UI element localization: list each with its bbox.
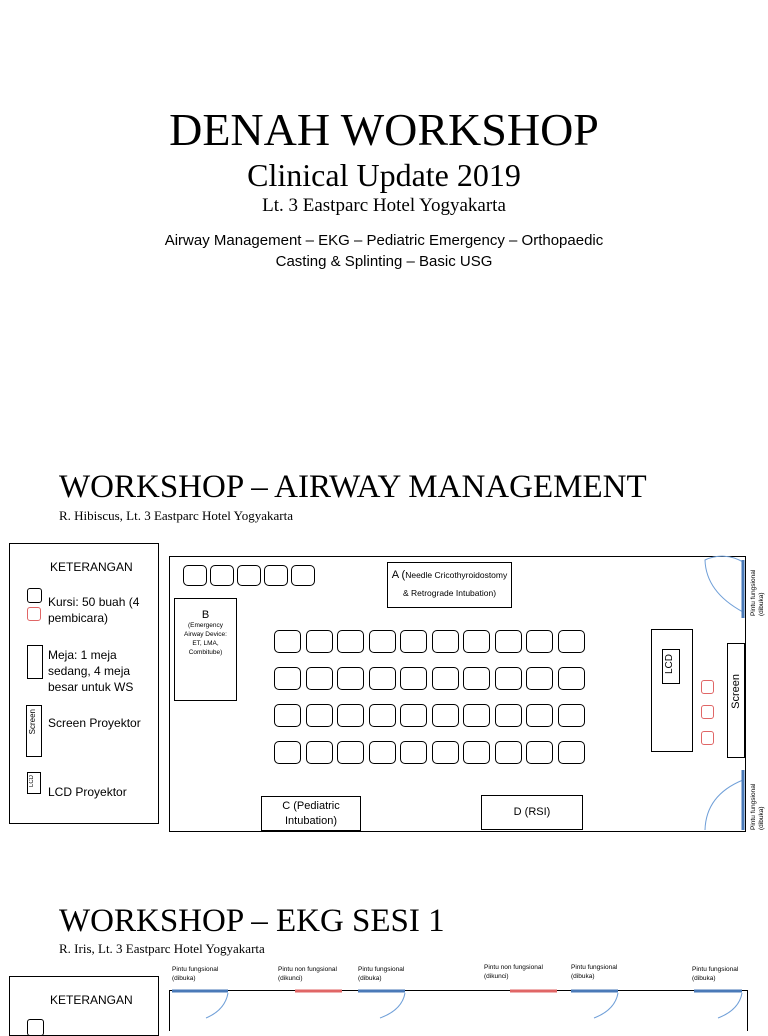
door-label: Pintu fungsional (dibuka) bbox=[358, 966, 405, 982]
door-label: Pintu fungsional (dibuka) bbox=[571, 964, 618, 980]
door-label-bottom: Pintu fungsional (dibuka) bbox=[750, 783, 765, 830]
legend-lcd-icon: LCD bbox=[27, 772, 41, 794]
legend-heading-ekg: KETERANGAN bbox=[50, 993, 133, 1007]
section-title-ekg: WORKSHOP – EKG SESI 1 bbox=[59, 903, 445, 939]
station-a-letter: A ( bbox=[391, 569, 406, 581]
station-c-table: C (Pediatric Intubation) bbox=[261, 796, 361, 831]
station-d-table: D (RSI) bbox=[481, 795, 583, 830]
topics-line-1: Airway Management – EKG – Pediatric Emergency – Orthopaedic bbox=[164, 232, 604, 249]
station-b-name: (Emergency Airway Device: ET, LMA, Combitube) bbox=[184, 622, 227, 656]
legend-screen-text: Screen Proyektor bbox=[48, 716, 141, 730]
legend-kursi-text: Kursi: 50 buah (4 pembicara) bbox=[48, 595, 140, 625]
projector-screen: Screen bbox=[727, 643, 745, 758]
legend-screen-icon: Screen bbox=[26, 705, 42, 757]
station-b-letter: B bbox=[201, 609, 210, 621]
legend-meja-text: Meja: 1 meja sedang, 4 meja besar untuk WS bbox=[48, 648, 134, 694]
section-room-ekg: R. Iris, Lt. 3 Eastparc Hotel Yogyakarta bbox=[59, 941, 265, 956]
door-label-top: Pintu fungsional (dibuka) bbox=[750, 569, 765, 616]
section-room-airway: R. Hibiscus, Lt. 3 Eastparc Hotel Yogyakarta bbox=[59, 508, 293, 523]
venue-text: Lt. 3 Eastparc Hotel Yogyakarta bbox=[262, 195, 506, 216]
door-label: Pintu non fungsional (dikunci) bbox=[278, 966, 337, 982]
lcd-projector: LCD bbox=[662, 649, 680, 684]
page-subtitle: Clinical Update 2019 bbox=[247, 157, 521, 193]
legend-heading: KETERANGAN bbox=[50, 560, 133, 574]
page-title: DENAH WORKSHOP bbox=[169, 104, 599, 155]
station-a-name: Needle Cricothyroidostomy & Retrograde Intubation) bbox=[402, 570, 508, 598]
legend-lcd-text: LCD Proyektor bbox=[48, 785, 127, 799]
topics-line-2: Casting & Splinting – Basic USG bbox=[275, 253, 493, 270]
section-title-airway: WORKSHOP – AIRWAY MANAGEMENT bbox=[59, 469, 647, 505]
door-label: Pintu non fungsional (dikunci) bbox=[484, 964, 543, 980]
door-label: Pintu fungsional (dibuka) bbox=[172, 966, 219, 982]
door-label: Pintu fungsional (dibuka) bbox=[692, 966, 739, 982]
